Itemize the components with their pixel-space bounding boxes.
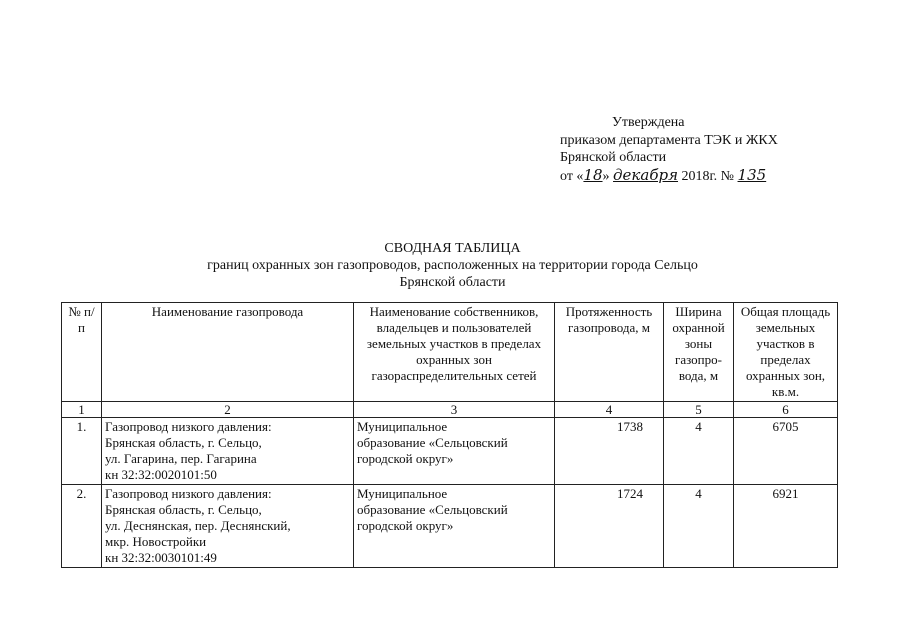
col-number: 3: [354, 402, 555, 418]
owner-cell: Муниципальное образование «Сельцовский городской округ»: [354, 418, 555, 485]
col-number: 6: [734, 402, 838, 418]
document-subtitle-1: границ охранных зон газопроводов, расположенных на территории города Сельцо: [207, 258, 698, 273]
table-row: [62, 485, 838, 568]
approval-line-region: Брянской области: [560, 150, 667, 165]
document-subtitle-2: Брянской области: [399, 275, 506, 290]
area-cell: 6705: [734, 418, 838, 485]
owner-cell: Муниципальное образование «Сельцовский городской округ»: [354, 485, 555, 568]
pipeline-cell: Газопровод низкого давления: Брянская область, г. Сельцо, ул. Деснянская, пер. Деснянский, мкр. Новостройки кн 32:32:0030101:49: [102, 485, 354, 568]
handwritten-number: 135: [737, 165, 767, 184]
approval-block: [560, 114, 778, 185]
col-number: 4: [555, 402, 664, 418]
handwritten-month: декабря: [613, 165, 679, 184]
header-pipeline: Наименование газопровода: [102, 303, 354, 402]
column-number-row: [62, 402, 838, 418]
table-row: [62, 418, 838, 485]
header-area: Общая площадь земельных участков в пределах охранных зон, кв.м.: [734, 303, 838, 402]
pipeline-cell: Газопровод низкого давления: Брянская область, г. Сельцо, ул. Гагарина, пер. Гагарина кн 32:32:0020101:50: [102, 418, 354, 485]
col-number: 2: [102, 402, 354, 418]
row-number: 1.: [62, 418, 102, 485]
handwritten-day: 18: [583, 165, 603, 184]
date-prefix: от «: [560, 168, 584, 184]
header-number: № п/п: [62, 303, 102, 402]
header-zone-width: Ширина охранной зоны газопро-вода, м: [664, 303, 734, 402]
col-number: 5: [664, 402, 734, 418]
row-number: 2.: [62, 485, 102, 568]
length-cell: 1724: [555, 485, 664, 568]
header-length: Протяженность газопровода, м: [555, 303, 664, 402]
width-cell: 4: [664, 485, 734, 568]
date-year: 2018г. №: [681, 168, 735, 184]
gas-pipeline-table: [61, 302, 838, 568]
approval-title: Утверждена: [612, 115, 685, 130]
area-cell: 6921: [734, 485, 838, 568]
width-cell: 4: [664, 418, 734, 485]
length-cell: 1738: [555, 418, 664, 485]
document-title: СВОДНАЯ ТАБЛИЦА: [384, 241, 521, 256]
approval-date-line: [560, 167, 778, 186]
table-header-row: [62, 303, 838, 402]
date-mid: »: [602, 168, 610, 184]
approval-line-order: приказом департамента ТЭК и ЖКХ: [560, 132, 778, 148]
col-number: 1: [62, 402, 102, 418]
header-owners: Наименование собственников, владельцев и пользователей земельных участков в пределах охранных зон газораспределительных сетей: [354, 303, 555, 402]
